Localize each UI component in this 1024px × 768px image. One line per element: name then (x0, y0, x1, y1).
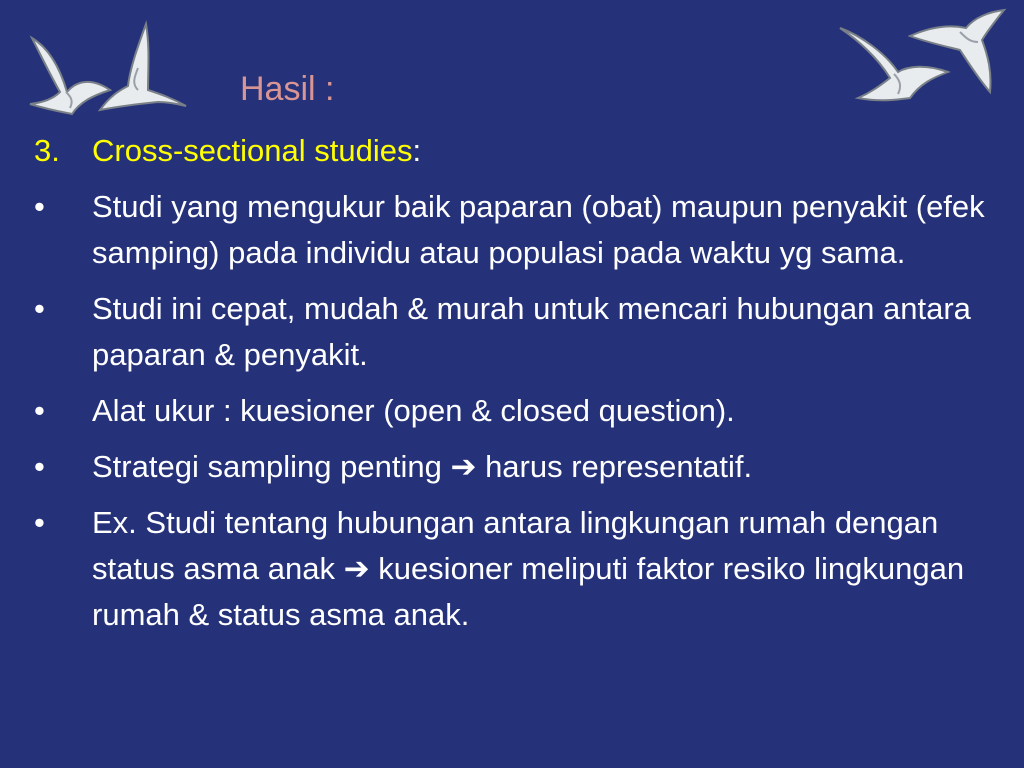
seagull-icon (908, 6, 1008, 96)
numbered-heading (34, 128, 994, 174)
heading-number: 3. (34, 133, 60, 168)
list-item (34, 444, 994, 490)
list-item (34, 184, 994, 276)
bullet-marker: • (34, 449, 45, 484)
slide-title: Hasil : (240, 70, 335, 108)
bullet-text-before: Strategi sampling penting (92, 449, 442, 484)
arrow-right-icon: ➔ (450, 449, 477, 484)
list-item (34, 388, 994, 434)
arrow-right-icon: ➔ (343, 551, 370, 586)
list-item (34, 286, 994, 378)
bullet-marker: • (34, 505, 45, 540)
bullet-text-before: Ex. Studi tentang hubungan antara lingkungan rumah dengan status asma anak (92, 505, 939, 586)
bullet-text-after: kuesioner meliputi faktor resiko lingkungan rumah & status asma anak. (92, 551, 965, 632)
bullet-text: Studi ini cepat, mudah & murah untuk mencari hubungan antara paparan & penyakit. (92, 291, 971, 372)
seagull-icon (98, 20, 188, 120)
bullet-marker: • (34, 291, 45, 326)
bullet-text: Studi yang mengukur baik paparan (obat) maupun penyakit (efek samping) pada individu atau populasi pada waktu yg sama. (92, 189, 985, 270)
slide-body (34, 128, 994, 648)
heading-colon: : (412, 133, 422, 168)
bullet-text-after: harus representatif. (485, 449, 753, 484)
bullet-marker: • (34, 393, 45, 428)
bullet-marker: • (34, 189, 45, 224)
bullet-text: Alat ukur : kuesioner (open & closed question). (92, 393, 735, 428)
list-item (34, 500, 994, 638)
heading-label: Cross-sectional studies (92, 133, 413, 168)
